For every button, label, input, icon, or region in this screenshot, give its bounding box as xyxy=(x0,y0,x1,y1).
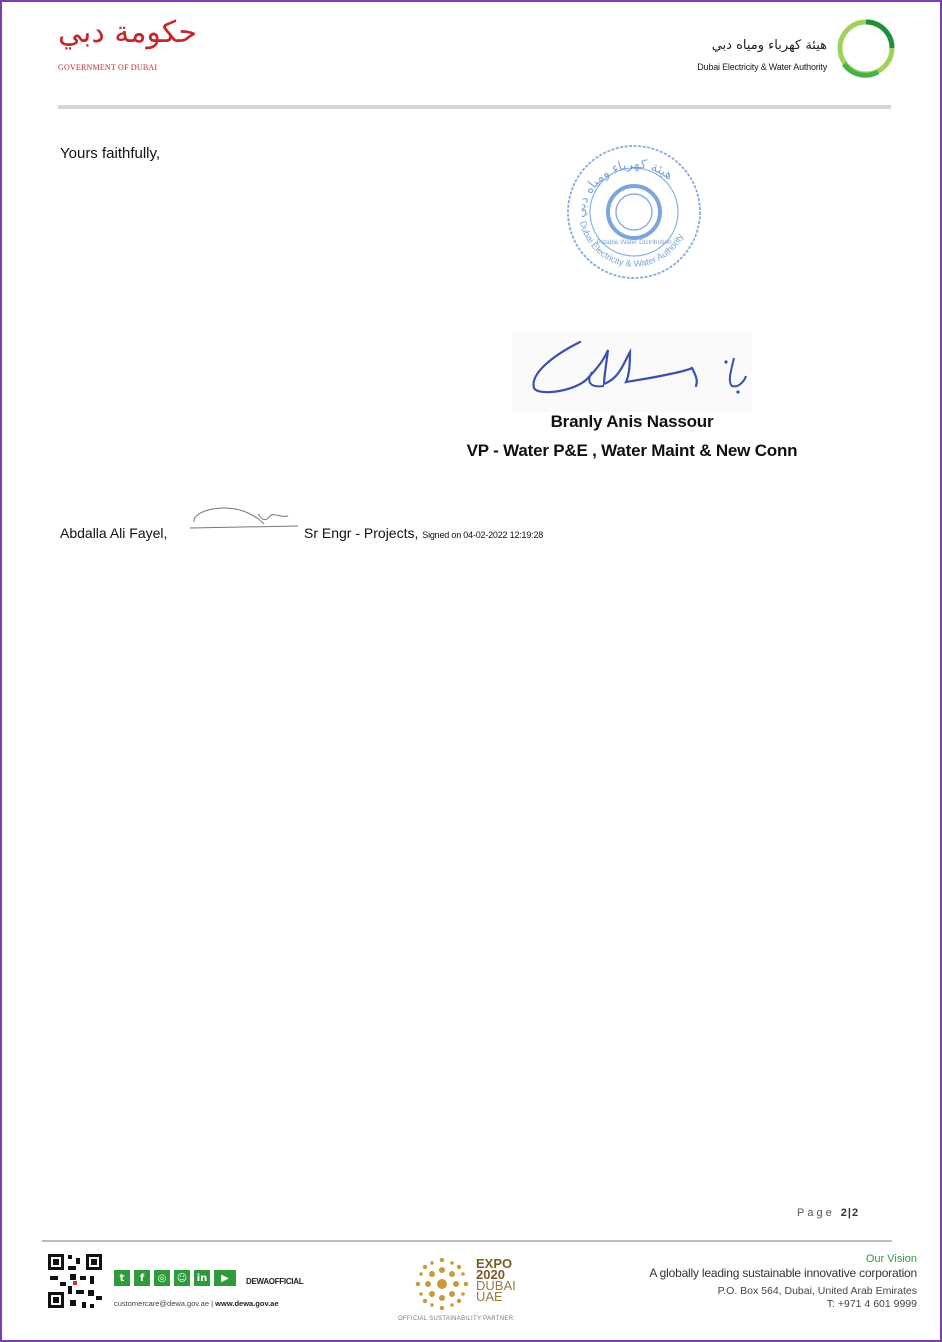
signatory-title: VP - Water P&E , Water Maint & New Conn xyxy=(466,441,798,460)
expo-line-2: 2020 xyxy=(476,1267,505,1282)
social-icons xyxy=(114,1270,236,1286)
svg-text:Potable Water Distribution: Potable Water Distribution xyxy=(596,239,672,246)
dewa-name-arabic: هيئة كهرباء ومياه دبي xyxy=(711,38,827,53)
youtube-icon[interactable]: ▶ xyxy=(214,1270,236,1286)
footer-divider xyxy=(42,1240,892,1242)
website-link[interactable]: www.dewa.gov.ae xyxy=(215,1299,279,1308)
signatory-name: Branly Anis Nassour xyxy=(550,412,714,431)
expo-line-1: EXPO xyxy=(476,1256,513,1271)
linkedin-icon[interactable]: in xyxy=(194,1270,210,1286)
page-count: 2|2 xyxy=(840,1207,860,1219)
expo-2020-wordmark xyxy=(476,1258,516,1302)
dewa-logo-icon xyxy=(834,16,898,80)
government-of-dubai-logo: حكومة دبي xyxy=(58,15,198,50)
snapchat-icon[interactable]: ☺ xyxy=(174,1270,190,1286)
twitter-icon[interactable]: t xyxy=(114,1270,130,1286)
expo-line-3: DUBAI xyxy=(476,1278,516,1293)
stamp-arabic-text: هيئة كهرباء ومياه دبي xyxy=(572,157,676,219)
expo-2020-logo-icon xyxy=(414,1256,470,1312)
signature-image xyxy=(512,332,752,412)
government-of-dubai-label: GOVERNMENT OF DUBAI xyxy=(58,63,158,72)
page-number xyxy=(797,1207,859,1219)
facebook-icon[interactable]: f xyxy=(134,1270,150,1286)
page-label: Page xyxy=(797,1207,835,1219)
expo-caption: OFFICIAL SUSTAINABILITY PARTNER xyxy=(398,1316,514,1322)
initials-name: Abdalla Ali Fayel, xyxy=(60,525,168,541)
stamp-english-text: Dubai Electricity & Water Authority xyxy=(577,219,686,269)
vision-title: Our Vision xyxy=(865,1253,917,1265)
qr-code-icon xyxy=(46,1252,104,1310)
signature-area xyxy=(512,332,752,412)
social-handle: DEWAOFFICIAL xyxy=(246,1277,304,1286)
vision-statement: A globally leading sustainable innovative corporation xyxy=(649,1266,917,1280)
phone-number: T: +971 4 601 9999 xyxy=(826,1298,917,1310)
official-stamp xyxy=(562,140,707,282)
closing-line: Yours faithfully, xyxy=(60,145,161,162)
initials-role xyxy=(304,525,543,541)
header-divider xyxy=(58,105,891,109)
email-link[interactable]: customercare@dewa.gov.ae xyxy=(114,1299,210,1308)
dewa-name-english: Dubai Electricity & Water Authority xyxy=(697,62,827,72)
postal-address: P.O. Box 564, Dubai, United Arab Emirates xyxy=(717,1285,917,1297)
initials-role-label: Sr Engr - Projects, xyxy=(304,525,419,541)
signed-timestamp: Signed on 04-02-2022 12:19:28 xyxy=(422,530,544,540)
instagram-icon[interactable]: ◎ xyxy=(154,1270,170,1286)
initials-signature-image xyxy=(188,500,300,536)
expo-line-4: UAE xyxy=(476,1289,503,1304)
contact-line: customercare@dewa.gov.ae | www.dewa.gov.ae xyxy=(114,1299,279,1308)
